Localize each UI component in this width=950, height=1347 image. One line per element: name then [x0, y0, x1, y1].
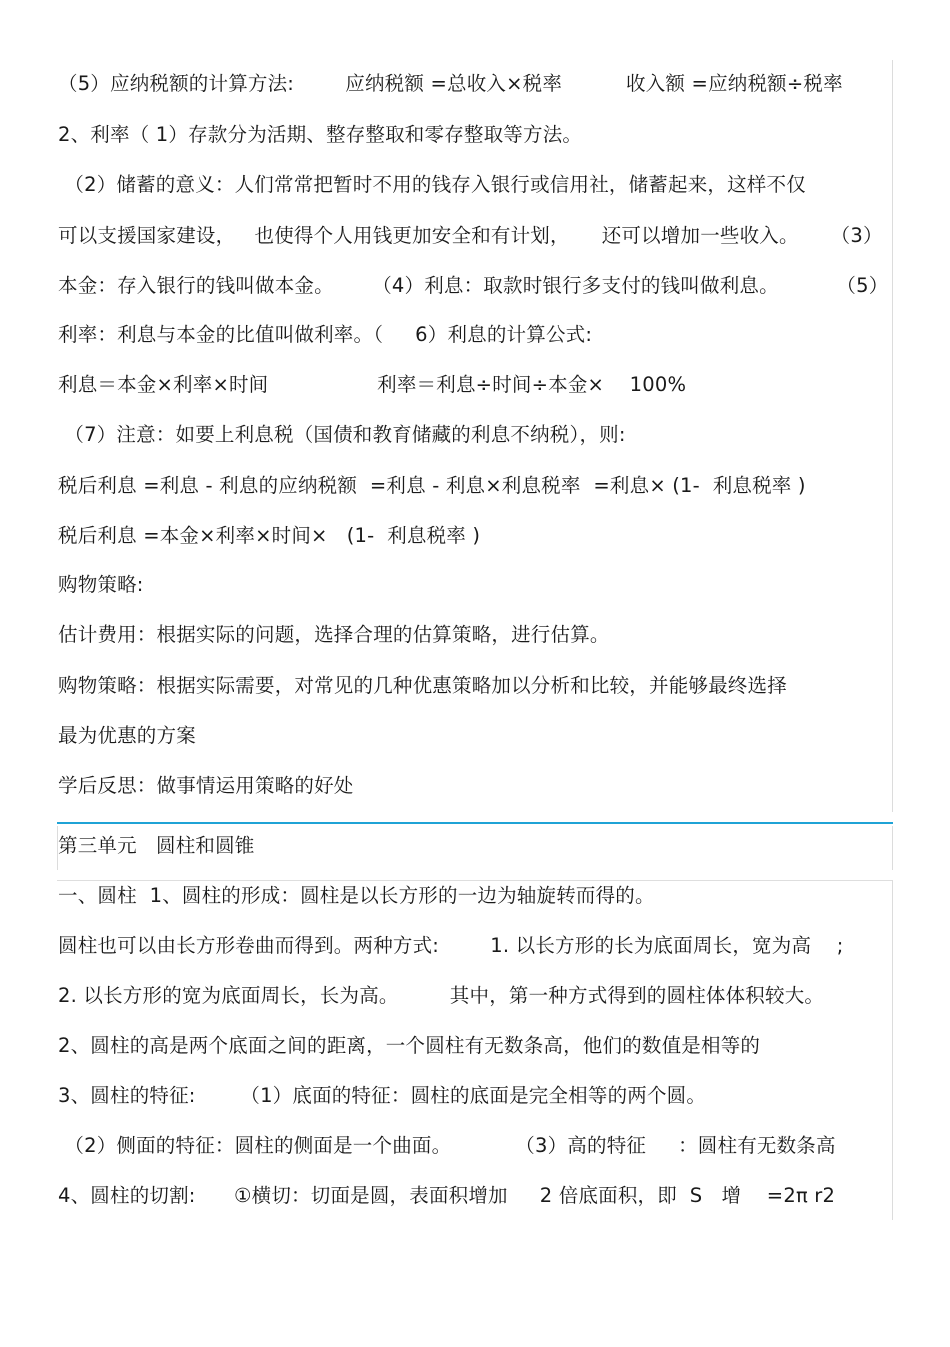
text-line: 2、利率（ 1）存款分为活期、整存整取和零存整取等方法。: [58, 123, 583, 146]
right-border-top: [892, 60, 893, 812]
text-line: 圆柱也可以由长方形卷曲而得到。两种方式: 1. 以长方形的长为底面周长，宽为高 ;: [58, 934, 844, 957]
text-line: 最为优惠的方案: [58, 724, 196, 747]
text-line: 3、圆柱的特征: （1）底面的特征：圆柱的底面是完全相等的两个圆。: [58, 1084, 707, 1107]
heading-divider: [57, 880, 893, 881]
section-heading: 第三单元 圆柱和圆锥: [58, 834, 255, 857]
text-line: 利率：利息与本金的比值叫做利率。（ 6）利息的计算公式:: [58, 323, 593, 346]
text-line: 4、圆柱的切割: ①横切：切面是圆，表面积增加 2 倍底面积，即 S 增 =2π r2: [58, 1184, 836, 1207]
text-line: 学后反思：做事情运用策略的好处: [58, 774, 354, 797]
text-line: 税后利息 =本金×利率×时间× (1- 利息税率 ): [58, 524, 481, 547]
text-line: （7）注意：如要上利息税（国债和教育储藏的利息不纳税），则:: [58, 423, 626, 446]
section-separator: [57, 822, 893, 824]
text-line: （5）应纳税额的计算方法: 应纳税额 =总收入×税率 收入额 =应纳税额÷税率: [58, 72, 843, 95]
text-line: 一、圆柱 1、圆柱的形成：圆柱是以长方形的一边为轴旋转而得的。: [58, 884, 655, 907]
right-border-bottom: [892, 880, 893, 1220]
text-line: 2. 以长方形的宽为底面周长，长为高。 其中，第一种方式得到的圆柱体体积较大。: [58, 984, 825, 1007]
text-line: 购物策略:: [58, 573, 144, 596]
text-line: （2）储蓄的意义：人们常常把暂时不用的钱存入银行或信用社，储蓄起来，这样不仅: [58, 173, 806, 196]
text-line: 本金：存入银行的钱叫做本金。 （4）利息：取款时银行多支付的钱叫做利息。 （5）: [58, 274, 889, 297]
text-line: 税后利息 =利息 - 利息的应纳税额 =利息 - 利息×利息税率 =利息× (1- 利息税率 ): [58, 474, 806, 497]
text-line: 购物策略：根据实际需要，对常见的几种优惠策略加以分析和比较，并能够最终选择: [58, 674, 787, 697]
text-line: （2）侧面的特征：圆柱的侧面是一个曲面。 （3）高的特征 ：圆柱有无数条高: [58, 1134, 836, 1157]
text-line: 可以支援国家建设， 也使得个人用钱更加安全和有计划， 还可以增加一些收入。 （3）: [58, 224, 883, 247]
text-line: 2、圆柱的高是两个底面之间的距离，一个圆柱有无数条高，他们的数值是相等的: [58, 1034, 761, 1057]
right-border-heading: [892, 826, 893, 870]
text-line: 估计费用：根据实际的问题，选择合理的估算策略，进行估算。: [58, 623, 610, 646]
text-line: 利息＝本金×利率×时间 利率＝利息÷时间÷本金× 100%: [58, 373, 687, 396]
